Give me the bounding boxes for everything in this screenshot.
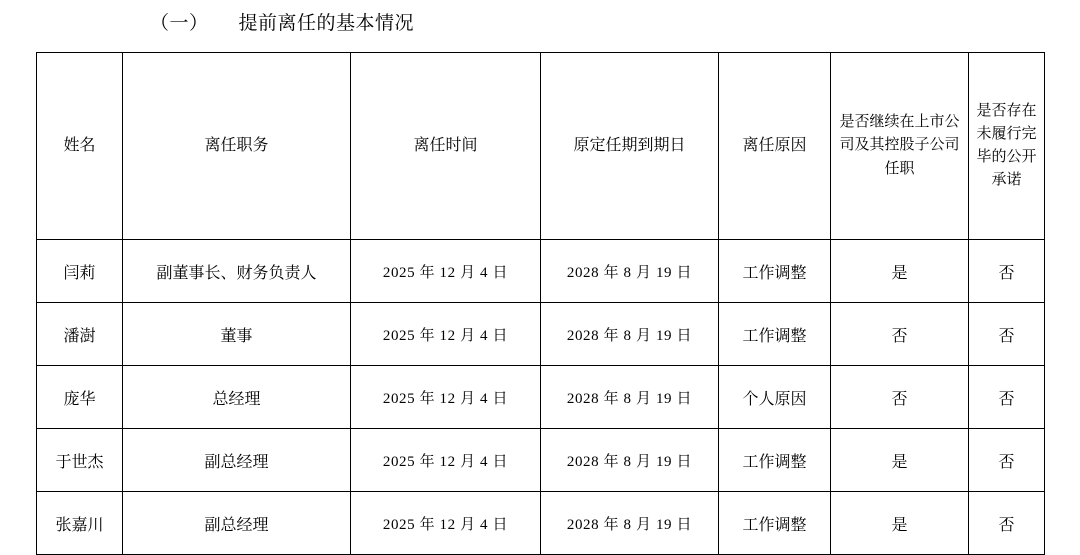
cell-reason: 工作调整 (719, 429, 831, 492)
cell-pending-promise: 否 (969, 240, 1045, 303)
cell-continue-service: 是 (831, 429, 969, 492)
header-leave-date: 离任时间 (351, 53, 541, 240)
table-row (37, 429, 1045, 492)
departure-table-container (36, 52, 1044, 555)
table-row (37, 240, 1045, 303)
cell-expire-date: 2028 年 8 月 19 日 (541, 240, 719, 303)
cell-expire-date: 2028 年 8 月 19 日 (541, 492, 719, 555)
cell-expire-date: 2028 年 8 月 19 日 (541, 303, 719, 366)
cell-name: 闫莉 (37, 240, 123, 303)
cell-continue-service: 是 (831, 240, 969, 303)
section-number: （一） (150, 13, 209, 34)
section-heading (150, 8, 414, 35)
cell-leave-date: 2025 年 12 月 4 日 (351, 366, 541, 429)
cell-pending-promise: 否 (969, 303, 1045, 366)
table-row (37, 492, 1045, 555)
cell-name: 张嘉川 (37, 492, 123, 555)
table-body (37, 240, 1045, 555)
header-post: 离任职务 (123, 53, 351, 240)
cell-leave-date: 2025 年 12 月 4 日 (351, 492, 541, 555)
cell-post: 总经理 (123, 366, 351, 429)
table-header (37, 53, 1045, 240)
cell-post: 副总经理 (123, 492, 351, 555)
header-expire-date: 原定任期到期日 (541, 53, 719, 240)
cell-leave-date: 2025 年 12 月 4 日 (351, 303, 541, 366)
section-title: 提前离任的基本情况 (238, 13, 415, 34)
cell-name: 于世杰 (37, 429, 123, 492)
cell-post: 董事 (123, 303, 351, 366)
cell-pending-promise: 否 (969, 492, 1045, 555)
cell-leave-date: 2025 年 12 月 4 日 (351, 240, 541, 303)
cell-name: 潘澍 (37, 303, 123, 366)
cell-expire-date: 2028 年 8 月 19 日 (541, 366, 719, 429)
cell-reason: 个人原因 (719, 366, 831, 429)
header-row (37, 53, 1045, 240)
cell-continue-service: 否 (831, 366, 969, 429)
cell-post: 副总经理 (123, 429, 351, 492)
table-row (37, 366, 1045, 429)
header-continue-service: 是否继续在上市公司及其控股子公司任职 (831, 53, 969, 240)
header-reason: 离任原因 (719, 53, 831, 240)
header-name: 姓名 (37, 53, 123, 240)
cell-post: 副董事长、财务负责人 (123, 240, 351, 303)
cell-expire-date: 2028 年 8 月 19 日 (541, 429, 719, 492)
cell-name: 庞华 (37, 366, 123, 429)
table-row (37, 303, 1045, 366)
departure-table (36, 52, 1045, 555)
cell-reason: 工作调整 (719, 303, 831, 366)
cell-pending-promise: 否 (969, 429, 1045, 492)
cell-leave-date: 2025 年 12 月 4 日 (351, 429, 541, 492)
cell-continue-service: 否 (831, 303, 969, 366)
cell-continue-service: 是 (831, 492, 969, 555)
cell-reason: 工作调整 (719, 492, 831, 555)
cell-reason: 工作调整 (719, 240, 831, 303)
header-pending-promise: 是否存在未履行完毕的公开承诺 (969, 53, 1045, 240)
cell-pending-promise: 否 (969, 366, 1045, 429)
